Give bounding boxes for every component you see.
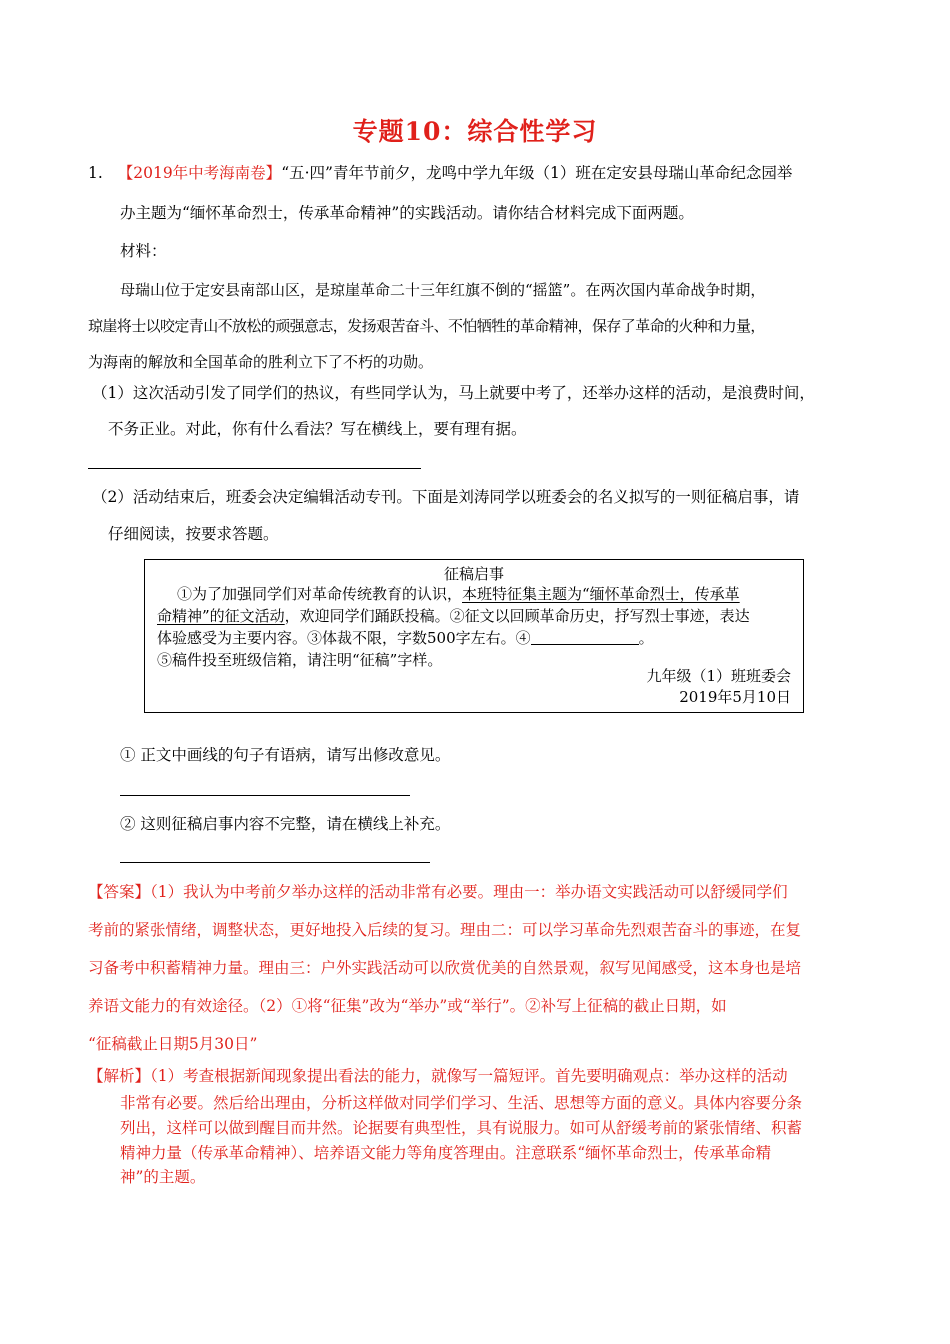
notice-underlined-sentence-1: 本班特征集主题为“缅怀革命烈士，传承革 xyxy=(462,585,740,603)
q2-line-1: （2）活动结束后，班委会决定编辑活动专刊。下面是刘涛同学以班委会的名义拟写的一则征稿启事，请 xyxy=(92,488,800,506)
material-line-1: 母瑞山位于定安县南部山区，是琼崖革命二十三年红旗不倒的“摇篮”。在两次国内革命战争时期， xyxy=(120,281,766,299)
notice-fill-blank[interactable] xyxy=(531,630,639,645)
material-line-3: 为海南的解放和全国革命的胜利立下了不朽的功勋。 xyxy=(88,353,434,371)
question-intro-line-2: 办主题为“缅怀革命烈士，传承革命精神”的实践活动。请你结合材料完成下面两题。 xyxy=(120,204,694,222)
notice-line-3-b: 。 xyxy=(638,629,654,647)
answer-line-5: “征稿截止日期5月30日” xyxy=(88,1035,258,1053)
notice-line-3-a: 体验感受为主要内容。③体裁不限，字数500字左右。④ xyxy=(157,629,531,647)
notice-date: 2019年5月10日 xyxy=(679,688,791,706)
sub-question-1-answer-line[interactable] xyxy=(120,795,410,796)
analysis-line-4: 精神力量（传承革命精神）、培养语文能力等角度答理由。注意联系“缅怀革命烈士，传承革命精 xyxy=(120,1144,772,1162)
q1-line-2: 不务正业。对此，你有什么看法？写在横线上，要有理有据。 xyxy=(108,420,527,438)
notice-underlined-sentence-2: 命精神”的征文活动 xyxy=(157,607,285,625)
answer-label: 【答案】 xyxy=(88,883,151,901)
analysis-line-2: 非常有必要。然后给出理由，分析这样做对同学们学习、生活、思想等方面的意义。具体内容要分条 xyxy=(120,1094,803,1112)
notice-line-1-a: ①为了加强同学们对革命传统教育的认识， xyxy=(177,585,463,603)
notice-box xyxy=(144,559,804,713)
notice-signer: 九年级（1）班班委会 xyxy=(646,667,791,685)
notice-title: 征稿启事 xyxy=(443,565,504,583)
q2-line-2: 仔细阅读，按要求答题。 xyxy=(108,525,279,543)
notice-line-4: ⑤稿件投至班级信箱，请注明“征稿”字样。 xyxy=(157,651,443,669)
analysis-text-1: （1）考查根据新闻现象提出看法的能力，就像写一篇短评。首先要明确观点：举办这样的活动 xyxy=(150,1067,788,1085)
notice-line-1 xyxy=(177,584,740,604)
analysis-line-5: 神”的主题。 xyxy=(120,1168,206,1186)
notice-line-2 xyxy=(157,606,750,626)
notice-line-3 xyxy=(157,628,654,648)
question-intro-text: “五·四”青年节前夕，龙鸣中学九年级（1）班在定安县母瑞山革命纪念园举 xyxy=(281,164,793,182)
sub-question-2-answer-line[interactable] xyxy=(120,862,430,863)
q1-answer-line[interactable] xyxy=(88,468,421,469)
answer-line-3: 习备考中积蓄精神力量。理由三：户外实践活动可以欣赏优美的自然景观，叙写见闻感受，这本身也是培 xyxy=(88,959,802,977)
analysis-line-1 xyxy=(88,1066,788,1086)
analysis-line-3: 列出，这样可以做到醒目而井然。论据要有典型性，具有说服力。如可从舒缓考前的紧张情绪、积蓄 xyxy=(120,1119,803,1137)
analysis-label: 【解析】 xyxy=(88,1067,151,1085)
answer-line-2: 考前的紧张情绪，调整状态，更好地投入后续的复习。理由二：可以学习革命先烈艰苦奋斗的事迹，在复 xyxy=(88,921,802,939)
answer-line-4: 养语文能力的有效途径。（2）①将“征集”改为“举办”或“举行”。②补写上征稿的截止日期，如 xyxy=(88,997,727,1015)
q1-line-1: （1）这次活动引发了同学们的热议，有些同学认为，马上就要中考了，还举办这样的活动，是浪费时间， xyxy=(92,384,815,402)
question-source: 【2019年中考海南卷】 xyxy=(117,164,282,182)
material-label: 材料： xyxy=(120,242,167,260)
question-intro-line-1 xyxy=(88,163,792,183)
material-line-2: 琼崖将士以咬定青山不放松的顽强意志，发扬艰苦奋斗、不怕牺牲的革命精神，保存了革命的火种和力量， xyxy=(88,317,765,335)
answer-text-1: （1）我认为中考前夕举办这样的活动非常有必要。理由一：举办语文实践活动可以舒缓同学们 xyxy=(150,883,788,901)
question-number: 1. xyxy=(88,164,103,182)
page-title: 专题10：综合性学习 xyxy=(352,117,598,146)
notice-line-2-b: ，欢迎同学们踊跃投稿。②征文以回顾革命历史，抒写烈士事迹，表达 xyxy=(284,607,750,625)
sub-question-2: ② 这则征稿启事内容不完整，请在横线上补充。 xyxy=(120,815,451,833)
sub-question-1: ① 正文中画线的句子有语病，请写出修改意见。 xyxy=(120,746,451,764)
answer-line-1 xyxy=(88,882,788,902)
